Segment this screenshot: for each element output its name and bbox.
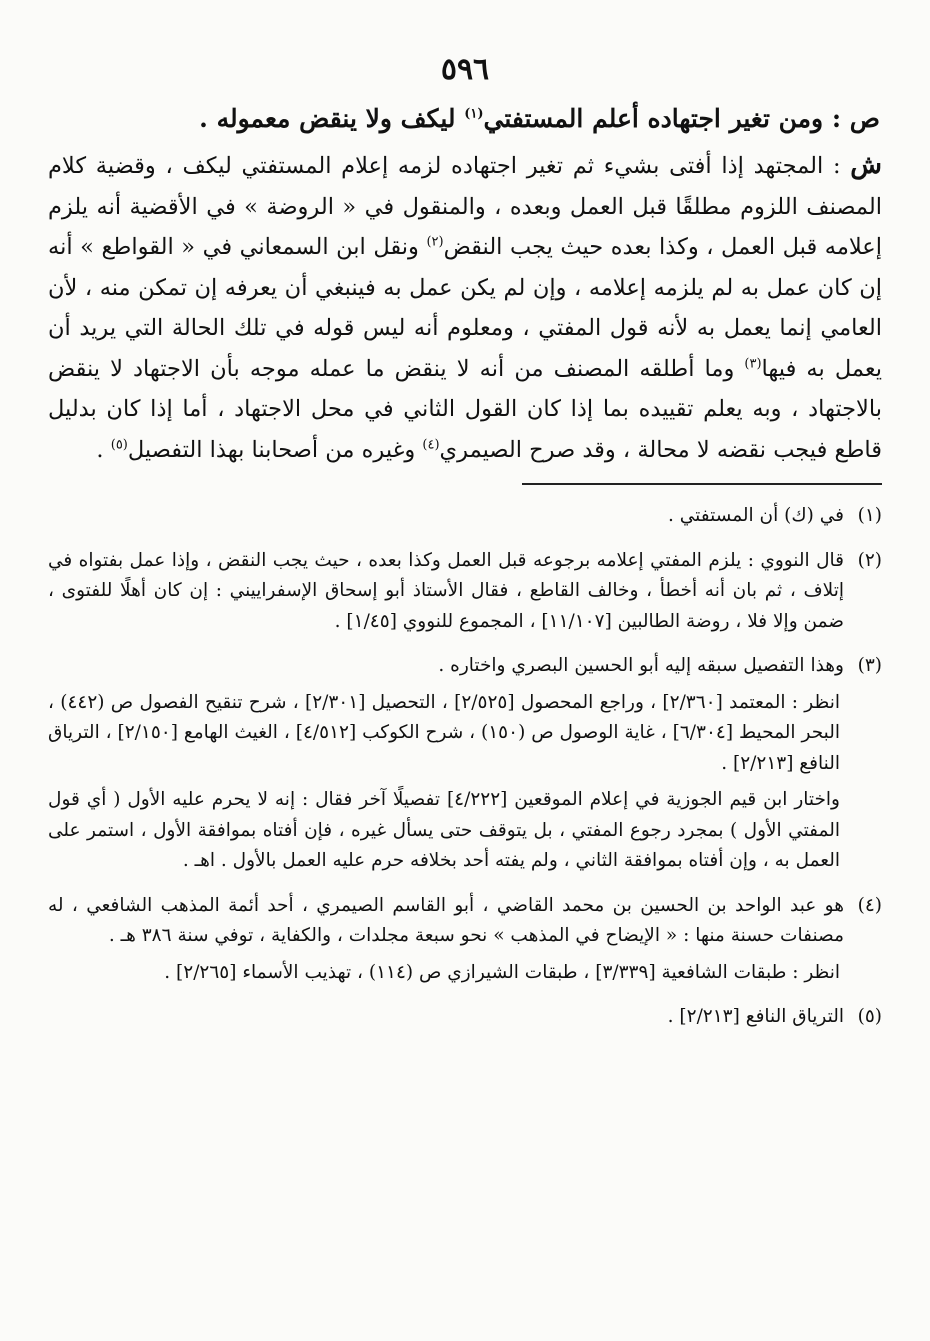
footnote-ref-3[interactable]: (٣) (744, 356, 762, 371)
sharh-part-2: ونقل ابن السمعاني في « القواطع » أنه إن كان عمل به لم يلزمه إعلامه ، وإن لم يكن عمل به فينبغي أن يعرفه إن تمكن منه ، لأن العامي إنما يعمل به لأنه قول المفتي ، ومعلوم أنه ليس قوله في تلك الحالة التي يريد أن يعمل به فيها (48, 234, 882, 382)
matn-before: ص : ومن تغير اجتهاده أعلم المستفتي (483, 104, 880, 133)
sharh-part-5: . (96, 436, 111, 463)
footnote-references: انظر : طبقات الشافعية [٣/٣٣٩] ، طبقات الشيرازي ص (١١٤) ، تهذيب الأسماء [٢/٢٦٥] . (164, 961, 840, 983)
footnote-ref-1[interactable]: (١) (464, 106, 484, 122)
footnote-3 (48, 651, 882, 883)
footnote-divider (522, 483, 882, 485)
footnote-1 (48, 501, 882, 538)
footnote-5 (48, 1002, 882, 1039)
footnote-number: (١) (857, 505, 882, 526)
footnote-4 (48, 891, 882, 995)
sharh-part-4: وغيره من أصحابنا بهذا التفصيل (127, 436, 423, 463)
footnote-number: (٣) (857, 655, 882, 676)
sharh-part-3: وما أطلقه المصنف من أنه لا ينقض ما عمله موجه بأن الاجتهاد لا ينقض بالاجتهاد ، وبه يعلم تقييده بما إذا كان القول الثاني في محل الاجتهاد ، أما إذا كان بدليل قاطع فيجب نقضه لا محالة ، وقد صرح الصيمري (48, 355, 882, 463)
sharh-lead: ش (850, 150, 882, 180)
footnote-text: قال النووي : يلزم المفتي إعلامه برجوعه قبل العمل وكذا بعده ، حيث يجب النقض ، وإذا عمل بفتواه في إتلاف ، ثم بان أنه أخطأ ، وخالف القاطع ، فقال الأستاذ أبو إسحاق الإسفراييني : إن كان أهلًا للفتوى ، ضمن وإلا فلا ، روضة الطالبين [١١/١٠٧] ، المجموع للنووي [١/٤٥] . (48, 549, 844, 632)
footnote-text: وهذا التفصيل سبقه إليه أبو الحسين البصري واختاره . (438, 655, 844, 676)
page-number: ٥٩٦ (440, 52, 490, 87)
footnotes (48, 501, 882, 1039)
footnote-text: واختار ابن قيم الجوزية في إعلام الموقعين [٤/٢٢٢] تفصيلًا آخر فقال : إنه لا يحرم عليه الأول ( أي قول المفتي الأول ) بمجرد رجوع المفتي ، بل يتوقف حتى يسأل غيره ، فإن أفتاه بموافقة الأول ، استمر على العمل به ، وإن أفتاه بموافقة الثاني ، ولم يفته أحد بخلافه حرم عليه العمل بالأول . اهـ . (48, 789, 840, 871)
footnote-text: هو عبد الواحد بن الحسين بن محمد القاضي ، أبو القاسم الصيمري ، أحد أئمة المذهب الشافعي ، له مصنفات حسنة منها : « الإيضاح في المذهب » نحو سبعة مجلدات ، والكفاية ، توفي سنة ٣٨٦ هـ . (48, 894, 844, 946)
footnote-text: الترياق النافع [٢/٢١٣] . (667, 1006, 844, 1027)
sharh-part-1: : المجتهد إذا أفتى بشيء ثم تغير اجتهاده لزمه إعلام المستفتي ليكف ، وقضية كلام المصنف اللزوم مطلقًا قبل العمل وبعده ، والمنقول في « الروضة » في الأقضية أنه يلزم إعلامه قبل العمل ، وكذا بعده حيث يجب النقض (48, 153, 882, 260)
footnote-number: (٢) (857, 549, 882, 571)
footnote-2 (48, 546, 882, 644)
footnote-number: (٤) (857, 894, 882, 916)
matn-after: ليكف ولا ينقض معموله . (199, 104, 465, 133)
matn-text (48, 97, 882, 141)
footnote-ref-2[interactable]: (٢) (426, 234, 444, 250)
sharh-text (48, 145, 882, 470)
footnote-ref-4[interactable]: (٤) (422, 437, 440, 452)
footnote-references: انظر : المعتمد [٢/٣٦٠] ، وراجع المحصول [٢/٥٢٥] ، التحصيل [٢/٣٠١] ، شرح تنقيح الفصول ص (٤٤٢) ، البحر المحيط [٦/٣٠٤] ، غاية الوصول ص (١٥٠) ، شرح الكوكب [٤/٥١٢] ، الغيث الهامع [٢/١٥٠] ، الترياق النافع [٢/٢١٣] . (48, 691, 840, 774)
footnote-number: (٥) (857, 1006, 882, 1027)
footnote-text: في (ك) أن المستفتي . (668, 505, 844, 526)
footnote-ref-5[interactable]: (٥) (110, 437, 128, 452)
